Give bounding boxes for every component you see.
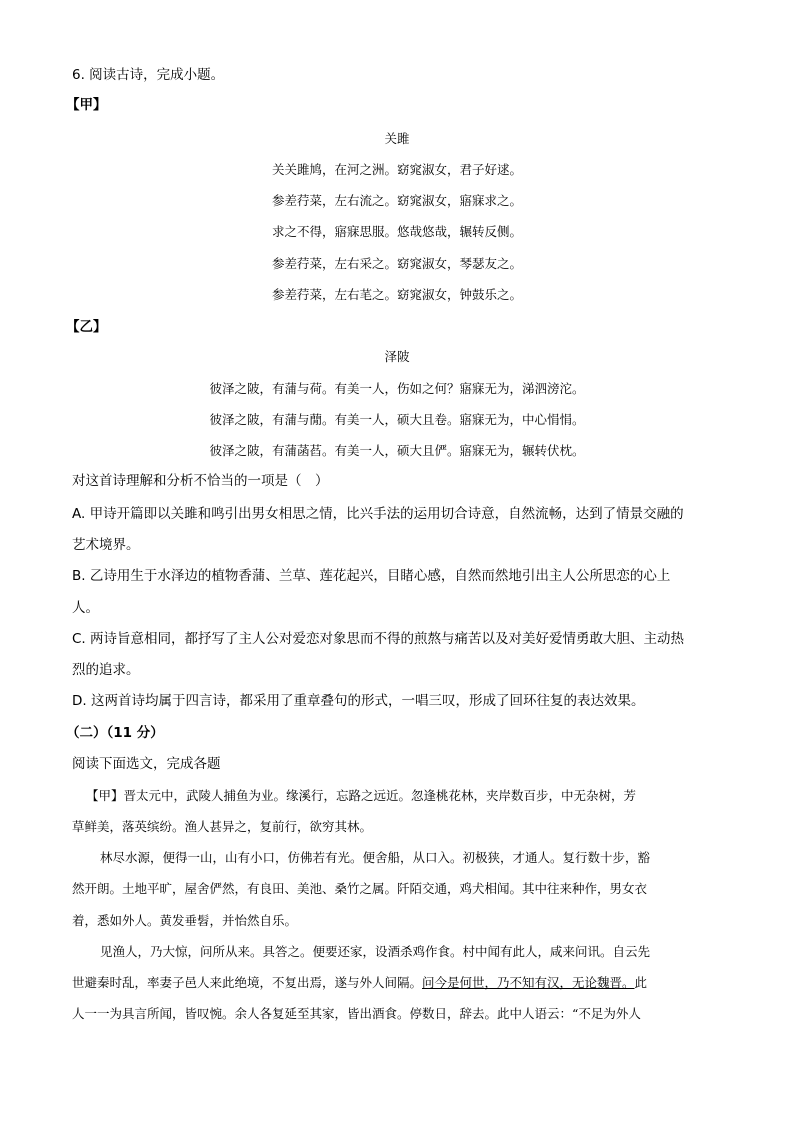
option-a-cont: 艺术境界。 — [72, 537, 140, 553]
section-instruction: 阅读下面选文，完成各题 — [72, 756, 221, 772]
passage-line: 见渔人，乃大惊，问所从来。具答之。便要还家，设酒杀鸡作食。村中闻有此人，咸来问讯。自云先 — [100, 944, 651, 959]
poem-jia-line: 参差荇菜，左右流之。窈窕淑女，寤寐求之。 — [271, 193, 522, 208]
passage-line: 着，悉如外人。黄发垂髫，并怡然自乐。 — [72, 913, 298, 928]
poem-jia-line: 参差荇菜，左右采之。窈窕淑女，琴瑟友之。 — [271, 256, 522, 271]
option-a: A. 甲诗开篇即以关雎和鸣引出男女相思之情，比兴手法的运用切合诗意，自然流畅，达到了情景交融的 — [72, 506, 684, 522]
poem-yi-title: 泽陂 — [384, 349, 410, 364]
poem-yi-line: 彼泽之陂，有蒲与蕑。有美一人，硕大且卷。寤寐无为，中心悁悁。 — [209, 412, 585, 427]
passage-segment: 此 — [634, 975, 648, 990]
passage-segment: 世避秦时乱，率妻子邑人来此绝境，不复出焉，遂与外人间隔。 — [72, 975, 423, 990]
passage-line: 人一一为具言所闻，皆叹惋。余人各复延至其家，皆出酒食。停数日，辞去。此中人语云：“不足为外人 — [72, 1006, 641, 1021]
section-heading: （二）（11 分） — [66, 725, 164, 741]
passage-line: 然开朗。土地平旷，屋舍俨然，有良田、美池、桑竹之属。阡陌交通，鸡犬相闻。其中往来种作，男女衣 — [72, 881, 648, 896]
jia-label: 【甲】 — [66, 97, 107, 113]
question-title: 6. 阅读古诗，完成小题。 — [72, 67, 225, 83]
option-c-cont: 烈的追求。 — [72, 662, 140, 678]
option-d: D. 这两首诗均属于四言诗，都采用了重章叠句的形式，一唱三叹，形成了回环往复的表达效果。 — [72, 693, 645, 709]
passage-line: 【甲】晋太元中，武陵人捕鱼为业。缘溪行，忘路之远近。忽逢桃花林，夹岸数百步，中无杂树，芳 — [86, 788, 637, 803]
poem-yi-line: 彼泽之陂，有蒲与荷。有美一人，伤如之何？寤寐无为，涕泗滂沱。 — [209, 381, 585, 396]
poem-jia-line: 关关雎鸠，在河之洲。窈窕淑女，君子好逑。 — [271, 162, 522, 177]
question-stem: 对这首诗理解和分析不恰当的一项是（ ） — [72, 473, 329, 489]
poem-jia-line: 参差荇菜，左右芼之。窈窕淑女，钟鼓乐之。 — [271, 287, 522, 302]
yi-label: 【乙】 — [66, 319, 107, 335]
poem-yi-line: 彼泽之陂，有蒲菡萏。有美一人，硕大且俨。寤寐无为，辗转伏枕。 — [209, 443, 585, 458]
option-c: C. 两诗旨意相同，都抒写了主人公对爱恋对象思而不得的煎熬与痛苦以及对美好爱情勇敢大胆、主动热 — [72, 631, 685, 647]
option-b-cont: 人。 — [72, 600, 99, 616]
passage-line — [72, 974, 647, 992]
poem-jia-title: 关雎 — [384, 131, 410, 146]
option-b: B. 乙诗用生于水泽边的植物香蒲、兰草、莲花起兴，目睹心感，自然而然地引出主人公所思恋的心上 — [72, 568, 671, 584]
underlined-sentence: 问今是何世，乃不知有汉，无论魏晋。 — [422, 975, 635, 990]
passage-line: 林尽水源，便得一山，山有小口，仿佛若有光。便舍船，从口入。初极狭，才通人。复行数十步，豁 — [100, 850, 651, 865]
passage-line: 草鲜美，落英缤纷。渔人甚异之，复前行，欲穷其林。 — [72, 819, 373, 834]
poem-jia-line: 求之不得，寤寐思服。悠哉悠哉，辗转反侧。 — [271, 224, 522, 239]
